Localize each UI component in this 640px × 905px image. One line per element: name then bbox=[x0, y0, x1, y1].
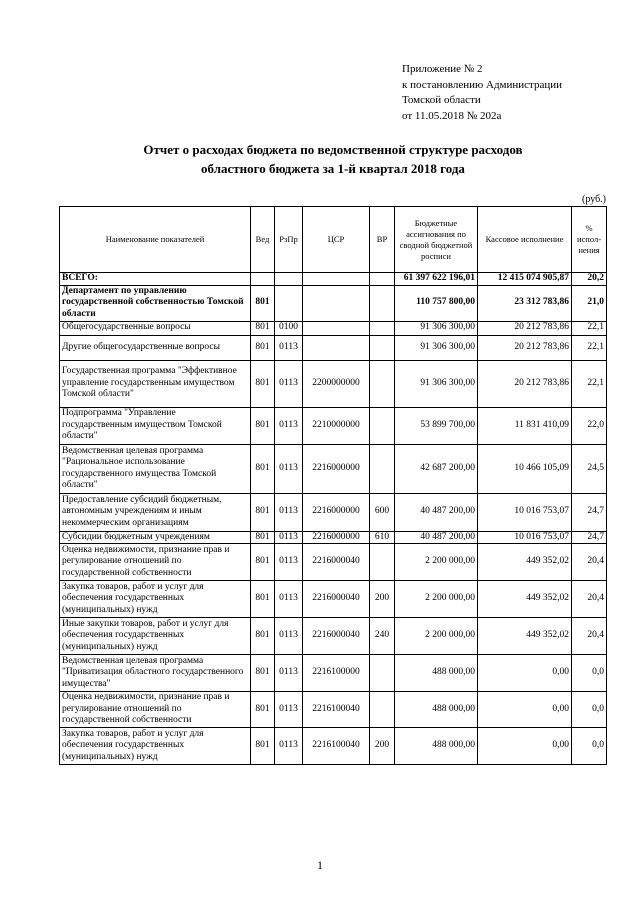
row-rzpr-cell: 0113 bbox=[275, 655, 303, 692]
header-percent: % испол-нения bbox=[572, 207, 607, 273]
row-percent-cell: 22,0 bbox=[572, 407, 607, 444]
row-rzpr-cell: 0113 bbox=[275, 544, 303, 581]
row-percent-cell: 20,4 bbox=[572, 544, 607, 581]
row-percent-cell: 24,7 bbox=[572, 531, 607, 544]
row-percent-cell: 24,7 bbox=[572, 493, 607, 531]
page-number: 1 bbox=[317, 858, 323, 872]
table-row bbox=[60, 618, 607, 655]
row-name-cell: Оценка недвижимости, признание прав и регулирование отношений по государственной собственности bbox=[60, 544, 251, 581]
row-name-cell: Ведомственная целевая программа "Рациональное использование государственного имущества Томской области" bbox=[60, 444, 251, 493]
row-executed-cell: 23 312 783,86 bbox=[478, 285, 572, 321]
appendix-line: к постановлению Администрации bbox=[402, 78, 563, 91]
table-row bbox=[60, 407, 607, 444]
row-vr-cell: 610 bbox=[370, 531, 395, 544]
header-csr: ЦСР bbox=[303, 207, 370, 273]
row-csr-cell: 2216100040 bbox=[303, 692, 370, 728]
currency-unit: (руб.) bbox=[582, 194, 606, 205]
row-rzpr-cell: 0113 bbox=[275, 531, 303, 544]
row-ved-cell: 801 bbox=[251, 692, 275, 728]
table-row bbox=[60, 321, 607, 335]
row-executed-cell: 449 352,02 bbox=[478, 618, 572, 655]
header-executed: Кассовое исполнение bbox=[478, 207, 572, 273]
row-ved-cell: 801 bbox=[251, 493, 275, 531]
table-row bbox=[60, 360, 607, 407]
row-percent-cell: 20,4 bbox=[572, 581, 607, 618]
row-assigned-cell: 53 899 700,00 bbox=[395, 407, 478, 444]
row-csr-cell bbox=[303, 321, 370, 335]
row-vr-cell bbox=[370, 655, 395, 692]
row-csr-cell: 2200000000 bbox=[303, 360, 370, 407]
table-row bbox=[60, 728, 607, 765]
row-rzpr-cell: 0113 bbox=[275, 618, 303, 655]
row-rzpr-cell: 0100 bbox=[275, 321, 303, 335]
row-executed-cell: 449 352,02 bbox=[478, 581, 572, 618]
table-row bbox=[60, 285, 607, 321]
table-row bbox=[60, 444, 607, 493]
row-csr-cell: 2216000000 bbox=[303, 444, 370, 493]
row-csr-cell: 2216000040 bbox=[303, 618, 370, 655]
row-executed-cell: 10 016 753,07 bbox=[478, 493, 572, 531]
row-rzpr-cell: 0113 bbox=[275, 581, 303, 618]
row-ved-cell: 801 bbox=[251, 360, 275, 407]
row-name-cell: Департамент по управлению государственной собственностью Томской области bbox=[60, 285, 251, 321]
row-name-cell: Предоставление субсидий бюджетным, автономным учреждениям и иным некоммерческим организациям bbox=[60, 493, 251, 531]
row-executed-cell: 20 212 783,86 bbox=[478, 360, 572, 407]
row-percent-cell: 22,1 bbox=[572, 321, 607, 335]
row-csr-cell: 2216000000 bbox=[303, 531, 370, 544]
row-csr-cell: 2216100000 bbox=[303, 655, 370, 692]
row-executed-cell: 20 212 783,86 bbox=[478, 335, 572, 360]
row-csr-cell: 2216000040 bbox=[303, 581, 370, 618]
table-row bbox=[60, 493, 607, 531]
row-percent-cell: 20,4 bbox=[572, 618, 607, 655]
row-percent-cell: 0,0 bbox=[572, 728, 607, 765]
row-assigned-cell: 2 200 000,00 bbox=[395, 618, 478, 655]
row-rzpr-cell: 0113 bbox=[275, 493, 303, 531]
row-assigned-cell: 488 000,00 bbox=[395, 728, 478, 765]
report-title-line-1: Отчет о расходах бюджета по ведомственной структуре расходов bbox=[143, 142, 523, 157]
row-assigned-cell: 61 397 622 196,01 bbox=[395, 273, 478, 286]
row-name-cell: Закупка товаров, работ и услуг для обеспечения государственных (муниципальных) нужд bbox=[60, 728, 251, 765]
row-percent-cell: 0,0 bbox=[572, 692, 607, 728]
row-rzpr-cell bbox=[275, 273, 303, 286]
row-rzpr-cell: 0113 bbox=[275, 335, 303, 360]
row-executed-cell: 0,00 bbox=[478, 655, 572, 692]
row-percent-cell: 21,0 bbox=[572, 285, 607, 321]
row-vr-cell bbox=[370, 444, 395, 493]
table-row bbox=[60, 531, 607, 544]
row-vr-cell: 200 bbox=[370, 728, 395, 765]
row-name-cell: Иные закупки товаров, работ и услуг для обеспечения государственных (муниципальных) нужд bbox=[60, 618, 251, 655]
row-ved-cell: 801 bbox=[251, 728, 275, 765]
row-assigned-cell: 40 487 200,00 bbox=[395, 531, 478, 544]
row-assigned-cell: 2 200 000,00 bbox=[395, 544, 478, 581]
appendix-line: Приложение № 2 bbox=[402, 63, 483, 75]
table-row bbox=[60, 273, 607, 286]
row-name-cell: Закупка товаров, работ и услуг для обеспечения государственных (муниципальных) нужд bbox=[60, 581, 251, 618]
row-rzpr-cell: 0113 bbox=[275, 728, 303, 765]
row-assigned-cell: 91 306 300,00 bbox=[395, 360, 478, 407]
row-vr-cell bbox=[370, 335, 395, 360]
row-name-cell: Общегосударственные вопросы bbox=[60, 321, 251, 335]
row-rzpr-cell: 0113 bbox=[275, 360, 303, 407]
table-header-row bbox=[60, 207, 607, 273]
row-assigned-cell: 40 487 200,00 bbox=[395, 493, 478, 531]
row-vr-cell: 200 bbox=[370, 581, 395, 618]
row-assigned-cell: 91 306 300,00 bbox=[395, 321, 478, 335]
header-name: Наименование показателей bbox=[60, 207, 251, 273]
row-name-cell: Государственная программа "Эффективное управление государственным имуществом Томской области" bbox=[60, 360, 251, 407]
row-vr-cell bbox=[370, 321, 395, 335]
row-name-cell: ВСЕГО: bbox=[60, 273, 251, 286]
row-ved-cell: 801 bbox=[251, 655, 275, 692]
row-percent-cell: 0,0 bbox=[572, 655, 607, 692]
row-rzpr-cell: 0113 bbox=[275, 407, 303, 444]
report-title bbox=[60, 140, 606, 178]
row-percent-cell: 22,1 bbox=[572, 335, 607, 360]
row-executed-cell: 12 415 074 905,87 bbox=[478, 273, 572, 286]
row-assigned-cell: 110 757 800,00 bbox=[395, 285, 478, 321]
row-ved-cell: 801 bbox=[251, 618, 275, 655]
row-percent-cell: 22,1 bbox=[572, 360, 607, 407]
row-executed-cell: 0,00 bbox=[478, 728, 572, 765]
header-rzpr: РзПр bbox=[275, 207, 303, 273]
row-name-cell: Подпрограмма "Управление государственным имуществом Томской области" bbox=[60, 407, 251, 444]
row-csr-cell bbox=[303, 335, 370, 360]
row-csr-cell: 2216000040 bbox=[303, 544, 370, 581]
table-row bbox=[60, 692, 607, 728]
report-title-line-2: областного бюджета за 1-й квартал 2018 года bbox=[201, 161, 465, 176]
row-name-cell: Оценка недвижимости, признание прав и регулирование отношений по государственной собственности bbox=[60, 692, 251, 728]
row-vr-cell bbox=[370, 407, 395, 444]
row-ved-cell: 801 bbox=[251, 335, 275, 360]
row-assigned-cell: 42 687 200,00 bbox=[395, 444, 478, 493]
table-row bbox=[60, 335, 607, 360]
header-assigned: Бюджетные ассигнования по сводной бюджетной росписи bbox=[395, 207, 478, 273]
row-csr-cell bbox=[303, 273, 370, 286]
appendix-line: Томской области bbox=[402, 94, 481, 106]
row-rzpr-cell: 0113 bbox=[275, 692, 303, 728]
row-percent-cell: 20,2 bbox=[572, 273, 607, 286]
row-ved-cell: 801 bbox=[251, 544, 275, 581]
row-ved-cell: 801 bbox=[251, 581, 275, 618]
row-vr-cell bbox=[370, 360, 395, 407]
row-executed-cell: 449 352,02 bbox=[478, 544, 572, 581]
row-name-cell: Другие общегосударственные вопросы bbox=[60, 335, 251, 360]
appendix-line: от 11.05.2018 № 202а bbox=[402, 109, 502, 122]
row-csr-cell bbox=[303, 285, 370, 321]
row-vr-cell: 600 bbox=[370, 493, 395, 531]
row-ved-cell bbox=[251, 273, 275, 286]
row-csr-cell: 2216000000 bbox=[303, 493, 370, 531]
budget-table bbox=[59, 206, 607, 765]
row-assigned-cell: 488 000,00 bbox=[395, 655, 478, 692]
table-row bbox=[60, 581, 607, 618]
row-assigned-cell: 2 200 000,00 bbox=[395, 581, 478, 618]
row-executed-cell: 11 831 410,09 bbox=[478, 407, 572, 444]
row-rzpr-cell bbox=[275, 285, 303, 321]
row-vr-cell bbox=[370, 285, 395, 321]
row-csr-cell: 2210000000 bbox=[303, 407, 370, 444]
row-ved-cell: 801 bbox=[251, 444, 275, 493]
row-ved-cell: 801 bbox=[251, 321, 275, 335]
table-row bbox=[60, 544, 607, 581]
header-vr: ВР bbox=[370, 207, 395, 273]
row-ved-cell: 801 bbox=[251, 285, 275, 321]
row-vr-cell bbox=[370, 692, 395, 728]
row-vr-cell bbox=[370, 273, 395, 286]
row-vr-cell bbox=[370, 544, 395, 581]
header-ved: Вед bbox=[251, 207, 275, 273]
row-ved-cell: 801 bbox=[251, 407, 275, 444]
row-rzpr-cell: 0113 bbox=[275, 444, 303, 493]
row-assigned-cell: 488 000,00 bbox=[395, 692, 478, 728]
row-executed-cell: 0,00 bbox=[478, 692, 572, 728]
row-csr-cell: 2216100040 bbox=[303, 728, 370, 765]
table-row bbox=[60, 655, 607, 692]
appendix-reference bbox=[402, 62, 602, 124]
row-vr-cell: 240 bbox=[370, 618, 395, 655]
row-percent-cell: 24,5 bbox=[572, 444, 607, 493]
row-name-cell: Ведомственная целевая программа "Приватизация областного государственного имущества" bbox=[60, 655, 251, 692]
row-assigned-cell: 91 306 300,00 bbox=[395, 335, 478, 360]
row-executed-cell: 10 466 105,09 bbox=[478, 444, 572, 493]
row-executed-cell: 20 212 783,86 bbox=[478, 321, 572, 335]
row-ved-cell: 801 bbox=[251, 531, 275, 544]
row-executed-cell: 10 016 753,07 bbox=[478, 531, 572, 544]
row-name-cell: Субсидии бюджетным учреждениям bbox=[60, 531, 251, 544]
